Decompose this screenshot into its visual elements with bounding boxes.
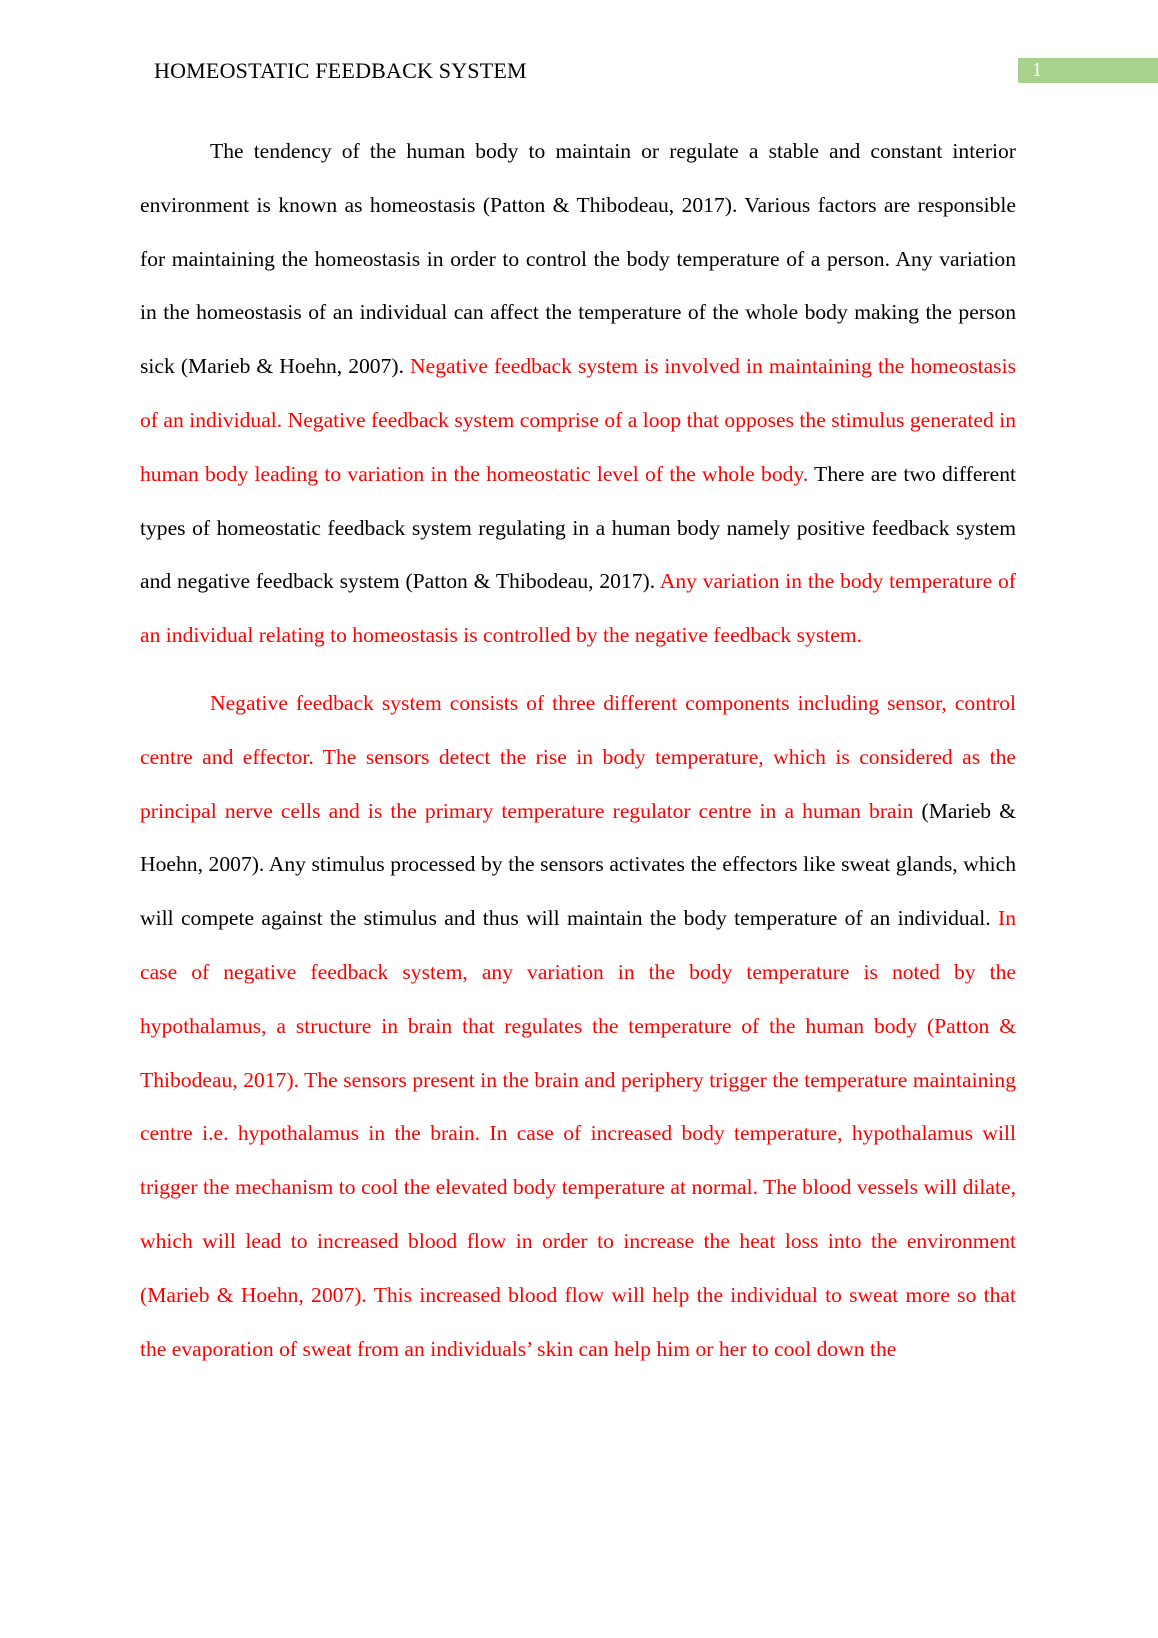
paragraph-1-text-red-2: Any variation in the body temperature of an individual relating to homeostasis is controlled by the negative feedback system.: [140, 569, 1016, 648]
paragraph-1: [140, 125, 1016, 663]
paragraph-2: [140, 677, 1016, 1376]
paragraph-2-text-red-1: Negative feedback system consists of three different components including sensor, control centre and effector. The sensors detect the rise in body temperature, which is considered as the principal nerve cells and is the primary temperature regulator centre in a human brain: [140, 690, 1016, 823]
paragraph-2-text-red-2: In case of negative feedback system, any variation in the body temperature is noted by the hypothalamus, a structure in brain that regulates the temperature of the human body (Patton & Thibodeau, 2017). The sensors present in the brain and periphery trigger the temperature maintaining centre i.e. hypothalamus in the brain. In case of increased body temperature, hypothalamus will trigger the mechanism to cool the elevated body temperature at normal. The blood vessels will dilate, which will lead to increased blood flow in order to increase the heat loss into the environment (Marieb & Hoehn, 2007). This increased blood flow will help the individual to sweat more so that the evaporation of sweat from an individuals’ skin can help him or her to cool down the: [140, 906, 1016, 1361]
body-text: [140, 125, 1016, 1376]
paragraph-2-text-black-1: (Marieb & Hoehn, 2007). Any stimulus processed by the sensors activates the effectors like sweat glands, which will compete against the stimulus and thus will maintain the body temperature of an individual.: [140, 798, 1016, 931]
paragraph-1-text-black-2: There are two different types of homeostatic feedback system regulating in a human body namely positive feedback system and negative feedback system (Patton & Thibodeau, 2017).: [140, 461, 1017, 594]
paragraph-1-text-black-1: The tendency of the human body to maintain or regulate a stable and constant interior environment is known as homeostasis (Patton & Thibodeau, 2017). Various factors are responsible for maintaining the homeostasis in order to control the body temperature of a person. Any variation in the homeostasis of an individual can affect the temperature of the whole body making the person sick (Marieb & Hoehn, 2007).: [140, 139, 1016, 379]
paragraph-1-text-red-1: Negative feedback system is involved in maintaining the homeostasis of an individual. Negative feedback system comprise of a loop that opposes the stimulus generated in human body leading to variation in the homeostatic level of the whole body.: [140, 354, 1016, 486]
page-number: 1: [1032, 59, 1042, 81]
page-number-box: [1018, 58, 1158, 83]
running-head: HOMEOSTATIC FEEDBACK SYSTEM: [154, 58, 527, 83]
